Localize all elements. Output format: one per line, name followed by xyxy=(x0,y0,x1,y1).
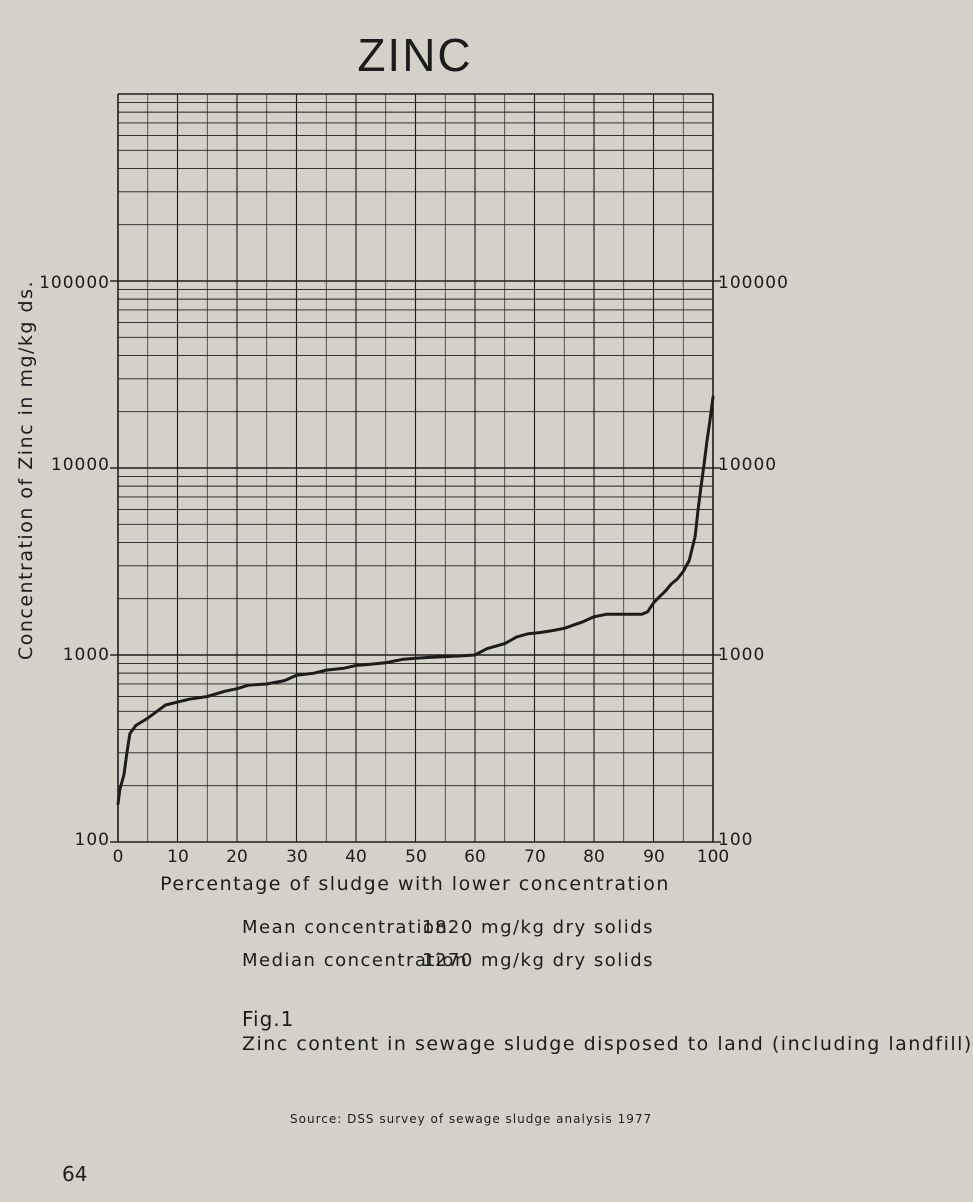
mean-value: 1820 mg/kg dry solids xyxy=(422,917,655,938)
x-tick-30: 30 xyxy=(286,847,308,867)
x-axis-label: Percentage of sludge with lower concentration xyxy=(160,873,670,895)
y-tick-right-1000: 1000 xyxy=(718,645,766,665)
y-tick-right-10000: 10000 xyxy=(718,455,778,475)
x-tick-90: 90 xyxy=(643,847,665,867)
figure-number: Fig.1 xyxy=(242,1007,295,1031)
source-note: Source: DSS survey of sewage sludge analysis 1977 xyxy=(290,1112,653,1126)
x-tick-80: 80 xyxy=(583,847,605,867)
y-tick-left-100000: 100000 xyxy=(39,273,110,293)
x-tick-50: 50 xyxy=(405,847,427,867)
median-label: Median concentration xyxy=(242,950,468,971)
y-tick-right-100000: 100000 xyxy=(718,273,789,293)
x-tick-0: 0 xyxy=(112,847,124,867)
x-tick-100: 100 xyxy=(696,847,730,867)
x-tick-10: 10 xyxy=(167,847,189,867)
chart-title: ZINC xyxy=(357,29,473,81)
figure-caption: Zinc content in sewage sludge disposed to land (including landfill) xyxy=(242,1033,973,1055)
y-tick-right-100: 100 xyxy=(718,830,754,850)
x-tick-60: 60 xyxy=(464,847,486,867)
y-axis-label: Concentration of Zinc in mg/kg ds. xyxy=(15,279,37,661)
y-tick-left-10000: 10000 xyxy=(50,455,110,475)
x-tick-70: 70 xyxy=(524,847,546,867)
median-value: 1270 mg/kg dry solids xyxy=(422,950,655,971)
x-tick-40: 40 xyxy=(345,847,367,867)
y-tick-left-1000: 1000 xyxy=(62,645,110,665)
page-number: 64 xyxy=(62,1162,88,1186)
y-tick-left-100: 100 xyxy=(74,830,110,850)
mean-label: Mean concentration xyxy=(242,917,449,938)
x-tick-20: 20 xyxy=(226,847,248,867)
